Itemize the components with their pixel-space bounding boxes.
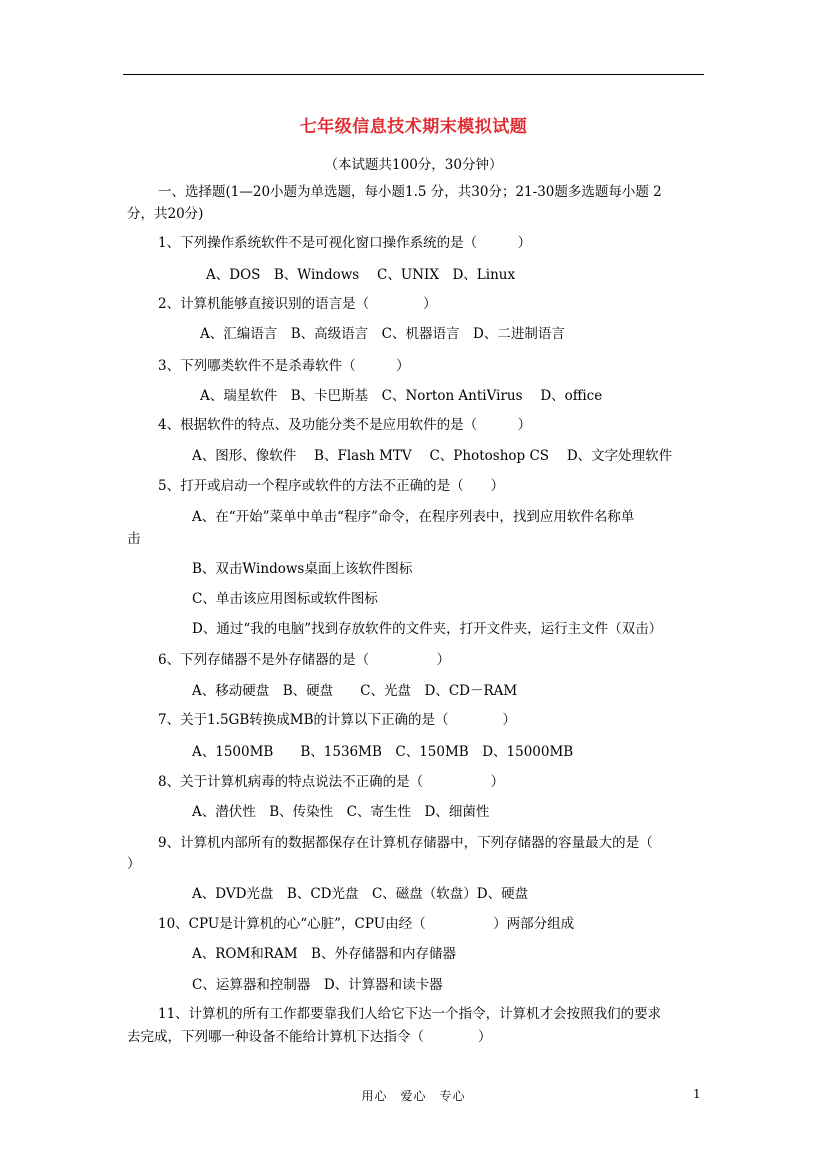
question-5-option-d: D、通过“我的电脑”找到存放软件的文件夹，打开文件夹，运行主文件（双击） [192,621,663,637]
question-9: 9、计算机内部所有的数据都保存在计算机存储器中，下列存储器的容量最大的是（ [158,835,653,851]
question-5-option-a: A、在“开始”菜单中单击“程序”命令，在程序列表中，找到应用软件名称单 [192,509,635,525]
question-2: 2、计算机能够直接识别的语言是（ ） [158,296,437,312]
question-9-options: A、DVD光盘 B、CD光盘 C、磁盘（软盘）D、硬盘 [192,886,529,902]
question-11: 11、计算机的所有工作都要靠我们人给它下达一个指令，计算机才会按照我们的要求 [158,1006,662,1022]
exam-title: 七年级信息技术期末模拟试题 [299,117,528,137]
question-5: 5、打开或启动一个程序或软件的方法不正确的是（ ） [158,478,505,494]
question-4: 4、根据软件的特点、及功能分类不是应用软件的是（ ） [158,417,532,433]
question-2-options: A、汇编语言 B、高级语言 C、机器语言 D、二进制语言 [200,326,565,342]
question-5-option-a-cont: 击 [127,531,141,547]
exam-subtitle: （本试题共100分，30分钟） [324,157,503,173]
question-3: 3、下列哪类软件不是杀毒软件（ ） [158,358,410,374]
question-7-options: A、1500MB B、1536MB C、150MB D、15000MB [192,744,574,760]
question-1: 1、下列操作系统软件不是可视化窗口操作系统的是（ ） [158,235,532,251]
question-9-cont: ） [127,856,141,872]
question-10-options-ab: A、ROM和RAM B、外存储器和内存储器 [192,946,456,962]
question-8-options: A、潜伏性 B、传染性 C、寄生性 D、细菌性 [192,804,490,820]
page-footer: 用心 爱心 专心 [361,1089,466,1103]
question-4-options: A、图形、像软件 B、Flash MTV C、Photoshop CS D、文字处理软件 [192,448,673,464]
question-10-options-cd: C、运算器和控制器 D、计算器和读卡器 [192,977,443,993]
question-8: 8、关于计算机病毒的特点说法不正确的是（ ） [158,774,505,790]
question-7: 7、关于1.5GB转换成MB的计算以下正确的是（ ） [158,712,517,728]
page-number: 1 [693,1087,701,1101]
section-heading: 一、选择题(1—20小题为单选题，每小题1.5 分，共30分；21-30题多选题每小题 2 [158,184,662,200]
question-3-options: A、瑞星软件 B、卡巴斯基 C、Norton AntiVirus D、office [200,388,603,404]
question-1-options: A、DOS B、Windows C、UNIX D、Linux [206,267,516,283]
question-6-options: A、移动硬盘 B、硬盘 C、光盘 D、CD－RAM [192,683,518,699]
question-5-option-b: B、双击Windows桌面上该软件图标 [192,561,413,577]
question-11-cont: 去完成，下列哪一种设备不能给计算机下达指令（ ） [127,1029,492,1045]
header-rule [123,74,704,75]
section-heading-cont: 分，共20分) [127,206,204,222]
question-10: 10、CPU是计算机的心“心脏”，CPU由经（ ）两部分组成 [158,916,575,932]
question-6: 6、下列存储器不是外存储器的是（ ） [158,652,451,668]
question-5-option-c: C、单击该应用图标或软件图标 [192,591,378,607]
